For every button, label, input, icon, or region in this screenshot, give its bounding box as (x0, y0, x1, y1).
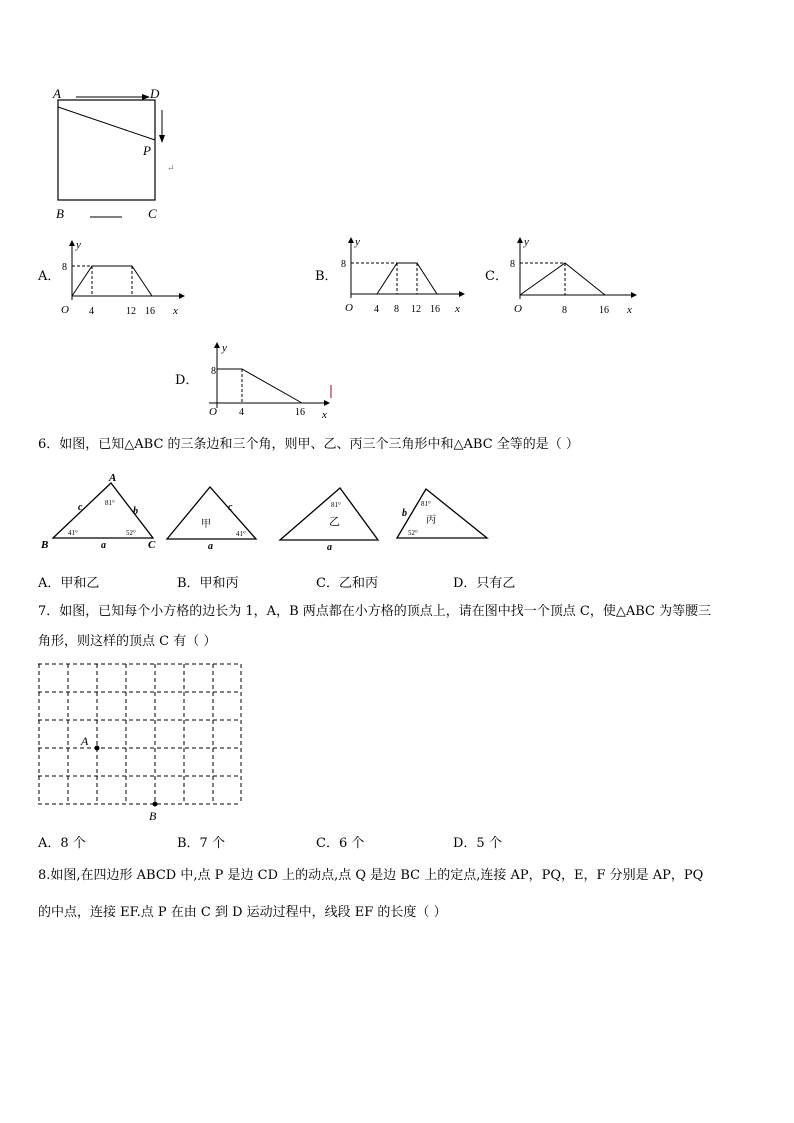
point-a (95, 746, 100, 751)
q6-option-a[interactable]: A．甲和乙 (38, 576, 100, 591)
label-c: C (148, 206, 157, 221)
svg-text:12: 12 (411, 304, 421, 315)
svg-text:a: a (101, 540, 106, 551)
svg-text:O: O (345, 302, 353, 314)
svg-text:O: O (209, 406, 217, 418)
svg-text:B: B (41, 539, 49, 551)
label-b: B (56, 206, 64, 221)
q7-grid-figure (38, 663, 248, 828)
q7-option-a[interactable]: A．8 个 (38, 836, 86, 851)
q5-b-plot (351, 263, 437, 294)
svg-text:16: 16 (145, 306, 155, 317)
svg-text:x: x (322, 409, 327, 421)
q5-square-figure (50, 85, 180, 225)
svg-text:x: x (627, 304, 632, 316)
svg-text:81°: 81° (331, 501, 341, 509)
svg-text:81°: 81° (105, 499, 115, 507)
svg-text:丙: 丙 (426, 515, 436, 526)
svg-text:8: 8 (211, 366, 216, 377)
q6-option-b[interactable]: B．甲和丙 (177, 576, 239, 591)
arrow-dc-head (159, 135, 165, 143)
svg-text:x: x (173, 305, 178, 317)
q7-option-d[interactable]: D．5 个 (453, 836, 502, 851)
svg-text:b: b (402, 508, 407, 519)
svg-text:12: 12 (126, 306, 136, 317)
q6-triangle-bing (390, 482, 495, 547)
q5-a-plot (72, 266, 152, 296)
point-b (153, 802, 158, 807)
label-p: P (143, 143, 151, 158)
svg-text:a: a (208, 541, 213, 552)
svg-text:O: O (61, 304, 69, 316)
svg-text:A: A (109, 472, 117, 484)
svg-text:8: 8 (341, 259, 346, 270)
q6-option-d[interactable]: D．只有乙 (453, 576, 516, 591)
q7-text-line2: 角形，则这样的顶点 C 有（ ） (38, 634, 217, 649)
q6-option-c[interactable]: C．乙和丙 (316, 576, 378, 591)
q5-option-d-label[interactable]: D． (175, 373, 199, 388)
q6-triangle-abc (38, 470, 168, 555)
svg-text:a: a (327, 542, 332, 553)
q5-option-d-graph[interactable] (200, 340, 340, 422)
svg-text:y: y (355, 236, 360, 248)
svg-text:c: c (228, 502, 233, 513)
svg-text:4: 4 (374, 304, 379, 315)
q6-triangle-jia (160, 475, 265, 555)
q6-text: 6．如图，已知△ABC 的三条边和三个角，则甲、乙、丙三个三角形中和△ABC 全等的是（ ） (38, 437, 579, 452)
q7-text-line1: 7．如图，已知每个小方格的边长为 1，A，B 两点都在小方格的顶点上，请在图中找一个顶点 C，使△ABC 为等腰三 (38, 604, 712, 619)
svg-text:C: C (148, 539, 156, 551)
q8-text-line1: 8.如图,在四边形 ABCD 中,点 P 是边 CD 上的动点,点 Q 是边 BC 上的定点,连接 AP，PQ，E，F 分别是 AP，PQ (38, 868, 704, 883)
point-a-label: A (81, 734, 89, 748)
svg-text:8: 8 (510, 259, 515, 270)
svg-text:y: y (524, 236, 529, 248)
svg-text:52°: 52° (126, 529, 136, 537)
svg-text:16: 16 (295, 407, 305, 418)
q7-option-c[interactable]: C．6 个 (316, 836, 365, 851)
svg-text:16: 16 (430, 304, 440, 315)
svg-text:b: b (133, 506, 138, 517)
q5-option-a-label[interactable]: A． (38, 269, 61, 284)
q5-option-b-label[interactable]: B． (315, 269, 338, 284)
q8-text-line2: 的中点，连接 EF.点 P 在由 C 到 D 运动过程中，线段 EF 的长度（ ） (38, 905, 447, 920)
svg-text:8: 8 (62, 262, 67, 273)
q5-option-c-label[interactable]: C． (485, 269, 508, 284)
q5-c-plot (520, 263, 605, 295)
svg-text:4: 4 (239, 407, 244, 418)
svg-text:甲: 甲 (201, 519, 211, 530)
svg-text:y: y (222, 342, 227, 354)
q5-option-b-graph[interactable] (333, 235, 468, 317)
label-d: D (150, 86, 160, 101)
svg-text:4: 4 (89, 306, 94, 317)
svg-text:41°: 41° (68, 529, 78, 537)
point-b-label: B (149, 809, 157, 823)
segment-ap (58, 107, 155, 140)
q5-option-a-graph[interactable] (55, 238, 185, 320)
svg-text:O: O (514, 303, 522, 315)
svg-text:y: y (76, 239, 81, 251)
svg-text:16: 16 (599, 305, 609, 316)
svg-text:41°: 41° (236, 530, 246, 538)
label-a: A (53, 86, 61, 101)
arrow-ad-head (142, 94, 150, 100)
svg-text:x: x (455, 303, 460, 315)
svg-text:乙: 乙 (329, 516, 340, 528)
return-mark: ↵ (167, 163, 175, 173)
svg-text:81°: 81° (421, 500, 431, 508)
square-abcd (58, 100, 155, 200)
svg-text:8: 8 (562, 305, 567, 316)
q7-option-b[interactable]: B．7 个 (177, 836, 225, 851)
q5-option-c-graph[interactable] (503, 235, 638, 317)
q6-triangle-yi (275, 480, 385, 555)
svg-text:52°: 52° (408, 529, 418, 537)
svg-text:8: 8 (394, 304, 399, 315)
q5-d-plot (217, 369, 302, 403)
svg-text:c: c (78, 502, 83, 513)
